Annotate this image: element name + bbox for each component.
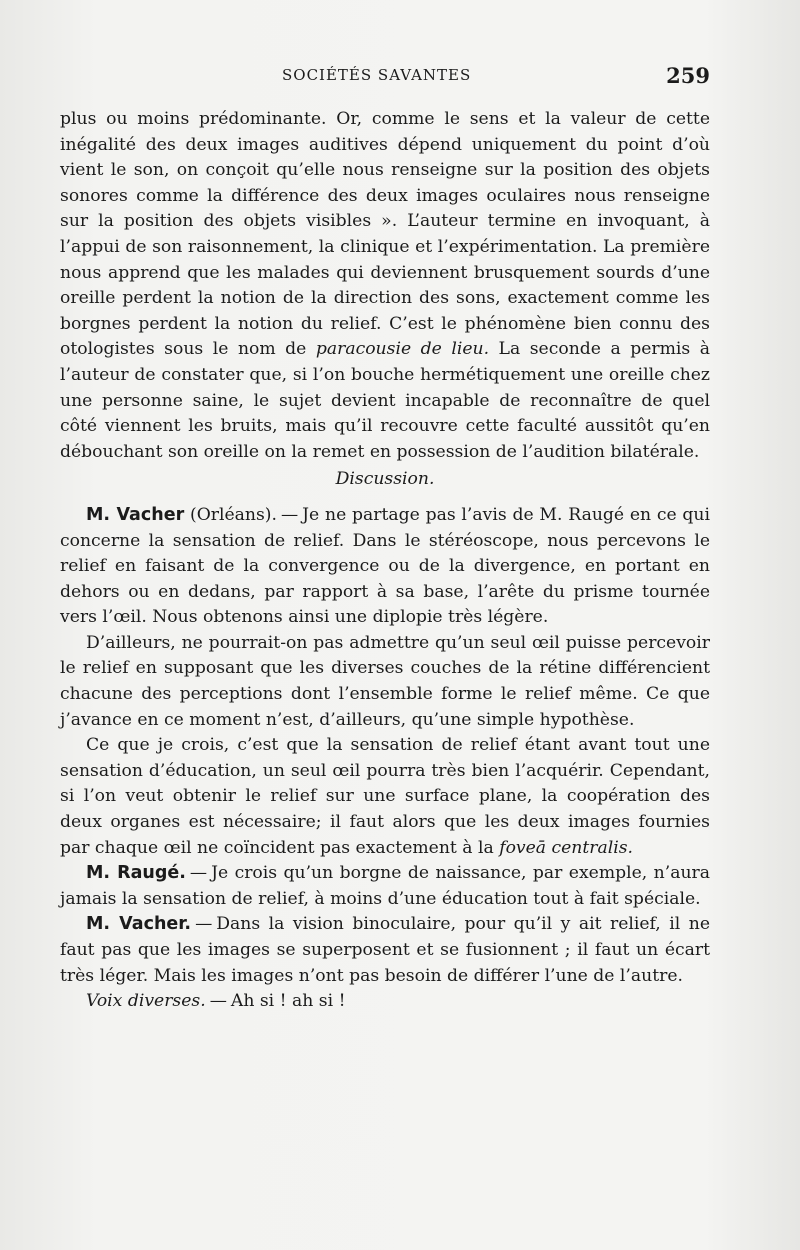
voices-text: Ah si ! ah si ! [230,991,346,1012]
fovea-emphasis: foveā centralis. [499,837,634,858]
speaker-rauge: M. Raugé. [86,863,186,884]
vacher-statement-2: D’ailleurs, ne pourrait-on pas admettre qu’un seul œil puisse percevoir le relief en supposant que les diverses couches de la rétine différencient chacune des perceptions dont l’ensemble forme le relief même. Ce que j’avance en ce moment n’est, d’ailleurs, qu’une simple hypothèse. [60,632,710,730]
dash: — [209,991,227,1012]
speaker-vacher: M. Vacher [86,504,185,525]
intro-paragraph [60,107,710,465]
vacher-statement-4 [60,912,710,989]
dash: — [195,914,213,935]
vacher-statement-3-text: Ce que je crois, c’est que la sensation de relief étant avant tout une sensation d’éducation, un seul œil pourra très bien l’acquérir. Cependant, si l’on veut obtenir le relief sur une surface plane, la coopération des deux organes est nécessaire; il faut alors que les deux images fournies par chaque œil ne coïncident pas exactement à la [60,735,710,858]
voices-statement [60,989,710,1015]
body-text [60,107,710,1015]
discussion-heading: Discussion. [335,469,435,490]
dash: — [280,504,299,525]
vacher-statement-1-text: Je ne partage pas l’avis de M. Raugé en ce qui concerne la sensation de relief. Dans le stéréoscope, nous percevons le relief en faisant de la convergence ou de la divergence, en portant en dehors ou en dedans, par rapport à sa base, l’arête du prisme tournée vers l’œil. Nous obtenons ainsi une diplopie très légère. [60,504,710,628]
rauge-statement [60,861,710,912]
vacher-statement-3 [60,733,710,861]
intro-text-2: La seconde a permis à l’auteur de constater que, si l’on bouche hermétiquement une oreille chez une personne saine, le sujet devient incapable de reconnaître de quel côté viennent les bruits, mais qu’il recouvre cette faculté aussitôt qu’en débouchant son oreille on la remet en possession de l’audition bilatérale. [60,339,710,462]
vacher-statement-4-text: Dans la vision binoculaire, pour qu’il y ait relief, il ne faut pas que les images se superposent et se fusionnent ; il faut un écart très léger. Mais les images n’ont pas besoin de différer l’une de l’autre. [60,914,710,986]
page-header [60,63,710,90]
dash: — [189,863,208,884]
speaker-vacher: M. Vacher. [86,914,192,935]
vacher-statement-1 [60,503,710,631]
intro-emphasis: paracousie de lieu. [315,339,490,360]
page-number: 259 [666,63,710,88]
intro-text-1: plus ou moins prédominante. Or, comme le sens et la valeur de cette inégalité des deux images auditives dépend uniquement du point d’où vient le son, on conçoit qu’elle nous renseigne sur la position des objets sonores comme la différence des deux images oculaires nous renseigne sur la position des objets visibles ». L’auteur termine en invoquant, à l’appui de son raisonnement, la clinique et l’expérimentation. La première nous apprend que les malades qui deviennent brusquement sourds d’une oreille perdent la notion de la direction des sons, exactement comme les borgnes perdent la notion du relief. C’est le phénomène bien connu des otologistes sous le nom de [60,109,710,360]
running-title: SOCIÉTÉS SAVANTES [282,66,472,84]
rauge-statement-text: Je crois qu’un borgne de naissance, par exemple, n’aura jamais la sensation de relief, à moins d’une éducation tout à fait spéciale. [60,863,710,909]
voices-label: Voix diverses. [86,991,206,1012]
speaker-location: (Orléans). [189,504,277,525]
